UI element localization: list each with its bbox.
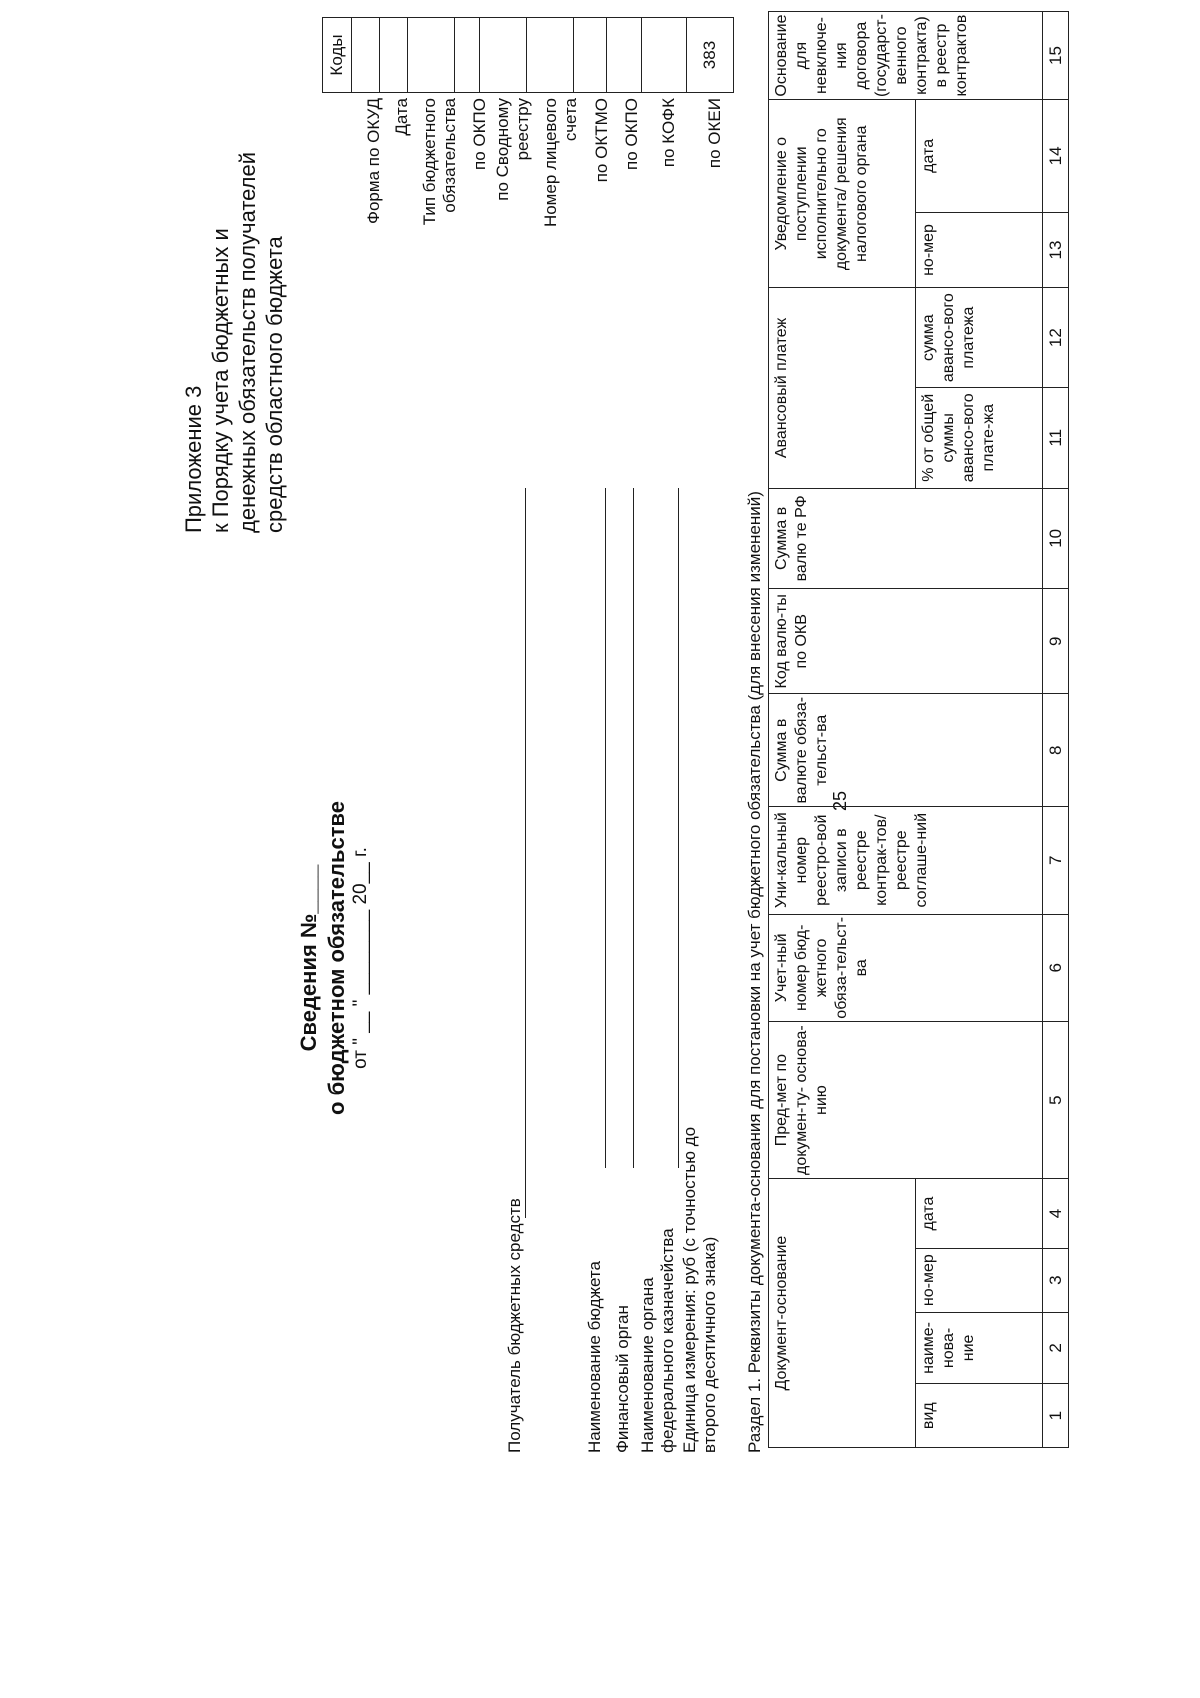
th-unikalny: Уни-кальный номер реестро-вой записи в реестре контрак-тов/ реестре соглаше-ний bbox=[769, 806, 1043, 914]
col-number: 7 bbox=[1043, 806, 1069, 914]
th-predmet: Пред-мет по докумен-ту- основа-нию bbox=[769, 1022, 1043, 1179]
code-label-account bbox=[541, 98, 581, 348]
document-title bbox=[295, 218, 351, 1698]
field-recipient-line[interactable] bbox=[525, 488, 526, 1218]
codes-table bbox=[322, 17, 734, 93]
code-cell-type[interactable] bbox=[408, 18, 455, 93]
col-number: 2 bbox=[1043, 1312, 1069, 1384]
column-numbers-row bbox=[1043, 12, 1069, 1448]
th-avans-sum: сумма авансо-вого платежа bbox=[916, 288, 1043, 388]
field-treasury-line[interactable] bbox=[678, 488, 679, 1168]
col-number: 12 bbox=[1043, 288, 1069, 388]
codes-header: Коды bbox=[323, 18, 352, 93]
field-finorgan-label: Финансовый орган bbox=[613, 1305, 632, 1453]
code-label-svodny bbox=[493, 98, 533, 348]
col-number: 14 bbox=[1043, 100, 1069, 213]
th-uved-nomer: но-мер bbox=[916, 212, 1043, 288]
th-nomer: но-мер bbox=[916, 1248, 1043, 1312]
th-uved-data: дата bbox=[916, 100, 1043, 213]
th-osnovanie: Основание для невключе-ния договора (государст-венного контракта) в реестр контрактов bbox=[769, 12, 1043, 100]
code-cell-okei: 383 bbox=[687, 18, 734, 93]
main-table bbox=[768, 11, 1069, 1448]
col-number: 9 bbox=[1043, 589, 1069, 694]
col-number: 13 bbox=[1043, 212, 1069, 288]
col-number: 11 bbox=[1043, 387, 1069, 488]
code-cell-svodny[interactable] bbox=[480, 18, 527, 93]
appendix-line1: Приложение 3 bbox=[181, 385, 206, 533]
section1-title: Раздел 1. Реквизиты документа-основания для постановки на учет бюджетного обязательства (для внесения изменений) bbox=[745, 491, 764, 1453]
code-cell-kofk[interactable] bbox=[642, 18, 687, 93]
code-cell-okpo[interactable] bbox=[455, 18, 480, 93]
code-cell-okpo2[interactable] bbox=[607, 18, 642, 93]
th-summa-val: Сумма в валюте обяза-тельст-ва bbox=[769, 694, 1043, 806]
code-cell-account[interactable] bbox=[527, 18, 574, 93]
code-label-date: Дата bbox=[392, 98, 411, 136]
document-date: от " __ " ________ 20__ г. bbox=[350, 847, 371, 1069]
code-label-kofk: по КОФК bbox=[659, 98, 678, 168]
col-number: 8 bbox=[1043, 694, 1069, 806]
th-naimenovanie: наиме-нова-ние bbox=[916, 1312, 1043, 1384]
appendix-line4: средств областного бюджета bbox=[262, 236, 287, 533]
field-treasury-label bbox=[638, 1228, 678, 1453]
code-cell-date[interactable] bbox=[380, 18, 408, 93]
code-cell-oktmo[interactable] bbox=[574, 18, 607, 93]
appendix-block bbox=[180, 152, 288, 533]
col-number: 10 bbox=[1043, 488, 1069, 589]
col-number: 1 bbox=[1043, 1384, 1069, 1448]
appendix-line3: денежных обязательств получателей bbox=[235, 151, 260, 533]
code-label-oktmo: по ОКТМО bbox=[592, 98, 611, 183]
th-vid: вид bbox=[916, 1384, 1043, 1448]
unit-line1: Единица измерения: руб (с точностью до bbox=[680, 1126, 699, 1453]
col-number: 4 bbox=[1043, 1179, 1069, 1249]
th-uved: Уведомление о поступлении исполнительно го документа/ решения налогового органа bbox=[769, 100, 916, 288]
th-avans: Авансовый платеж bbox=[769, 288, 916, 488]
code-label-type bbox=[420, 98, 460, 348]
field-budget-line[interactable] bbox=[605, 488, 606, 1168]
field-unit-label bbox=[680, 1127, 720, 1453]
col-number: 5 bbox=[1043, 1022, 1069, 1179]
col-number: 15 bbox=[1043, 12, 1069, 100]
field-budget-label: Наименование бюджета bbox=[585, 1261, 604, 1453]
code-cell-okud[interactable] bbox=[352, 18, 380, 93]
code-label-type-text: Тип бюджетного обязательства bbox=[420, 98, 459, 226]
th-doc-basis: Документ-основание bbox=[769, 1179, 916, 1448]
th-uchetny: Учет-ный номер бюд-жетного обяза-тельст-ва bbox=[769, 914, 1043, 1022]
field-finorgan-line[interactable] bbox=[633, 488, 634, 1168]
code-label-okpo: по ОКПО bbox=[470, 98, 489, 170]
appendix-line2: к Порядку учета бюджетных и bbox=[208, 228, 233, 533]
code-label-okpo2: по ОКПО bbox=[622, 98, 641, 170]
unit-line2: второго десятичного знака) bbox=[700, 1236, 719, 1453]
col-number: 6 bbox=[1043, 914, 1069, 1022]
title-line2: о бюджетном обязательстве bbox=[324, 801, 349, 1115]
th-kod-val: Код валю-ты по ОКВ bbox=[769, 589, 1043, 694]
code-label-okei: по ОКЕИ bbox=[705, 98, 724, 169]
code-label-svodny-text: по Сводному реестру bbox=[493, 98, 532, 201]
treasury-line2: федерального казначейства bbox=[658, 1228, 677, 1453]
th-avans-pct: % от общей суммы авансо-вого плате-жа bbox=[916, 387, 1043, 488]
code-label-account-text: Номер лицевого счета bbox=[541, 98, 580, 228]
treasury-line1: Наименование органа bbox=[638, 1277, 657, 1453]
th-data: дата bbox=[916, 1179, 1043, 1249]
code-label-okud: Форма по ОКУД bbox=[364, 98, 383, 224]
th-summa-rub: Сумма в валю те РФ bbox=[769, 488, 1043, 589]
field-recipient-label: Получатель бюджетных средств bbox=[505, 1198, 524, 1453]
title-line1: Сведения №____ bbox=[296, 864, 321, 1052]
col-number: 3 bbox=[1043, 1248, 1069, 1312]
page-number: 25 bbox=[830, 790, 850, 811]
